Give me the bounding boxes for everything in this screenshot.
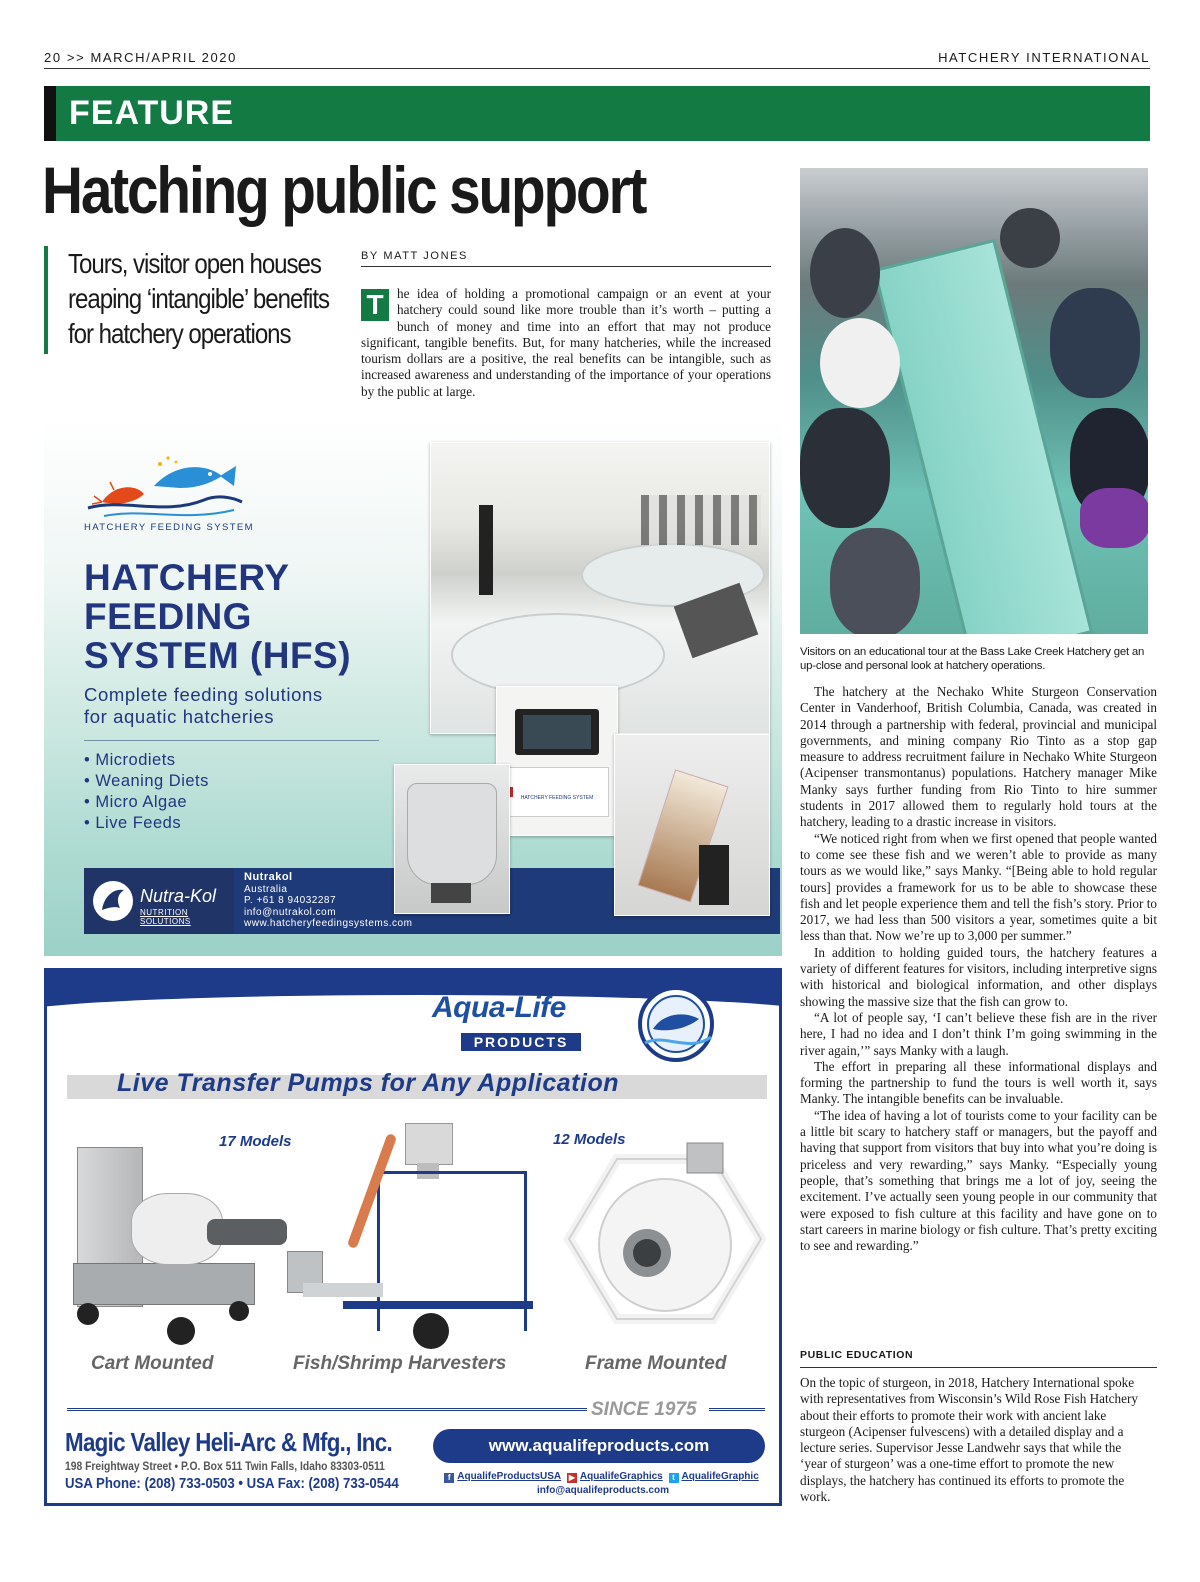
paragraph: On the topic of sturgeon, in 2018, Hatchery International spoke with representatives from Wisconsin’s Wild Rose Fish Hatchery about their efforts to promote their work with ancient lake sturgeon (Acipenser fulvescens) with a detailed display and a lecture series. Supervisor Jesse Landwehr says that while the ‘year of sturgeon’ was a one-time effort to promote the new displays, the hatchery has continued its efforts to promote the work. bbox=[800, 1375, 1138, 1505]
company-address: 198 Freightway Street • P.O. Box 511 Twin Falls, Idaho 83303-0511 bbox=[65, 1459, 385, 1473]
page-header bbox=[44, 50, 1150, 69]
article-body bbox=[800, 684, 1157, 1254]
since-label: SINCE 1975 bbox=[591, 1399, 697, 1420]
website-button[interactable]: www.aqualifeproducts.com bbox=[433, 1429, 765, 1463]
aqualife-headline: Live Transfer Pumps for Any Application bbox=[117, 1069, 619, 1097]
email-link[interactable]: info@nutrakol.com bbox=[244, 906, 337, 918]
hfs-headline: HATCHERY FEEDING SYSTEM (HFS) bbox=[84, 557, 352, 676]
logo-caption: HATCHERY FEEDING SYSTEM bbox=[84, 522, 254, 533]
caption-frame-mounted: Frame Mounted bbox=[585, 1353, 727, 1374]
page-folio: 20 >> MARCH/APRIL 2020 bbox=[44, 50, 237, 65]
fish-badge-icon bbox=[635, 983, 717, 1065]
caption-cart-mounted: Cart Mounted bbox=[91, 1353, 214, 1374]
feeder-hopper-photo bbox=[394, 764, 510, 914]
list-item: • Micro Algae bbox=[84, 792, 209, 813]
contact-details: Nutrakol Australia P. +61 8 94032287 info@nutrakol.com www.hatcheryfeedingsystems.com bbox=[244, 871, 413, 929]
bird-logo-icon bbox=[92, 878, 134, 924]
paragraph: The hatchery at the Nechako White Sturgeon Conservation Center in Vanderhoof, British Columbia, Canada, was created in 2014 through a partnership with federal, provincial and municipal governments, and mining company Rio Tinto as a stop gap measure to address recruitment failure in Nechako White Sturgeon (Acipenser transmontanus) populations. Hatchery manager Mike Manky says further funding from Rio Tinto to hire summer students in 2017 allowed them to regularly hold tours at the hatchery, leading to a drastic increase in visitors. bbox=[800, 684, 1157, 830]
paragraph: In addition to holding guided tours, the hatchery features a variety of different features for visitors, including interpretive signs with historical and biological information, and other displays showing the massive size that the fish can grow to. bbox=[800, 944, 1157, 1009]
aqualife-brand: Aqua-Life bbox=[432, 991, 566, 1024]
list-item: • Microdiets bbox=[84, 750, 209, 771]
youtube-link[interactable]: AqualifeGraphics bbox=[579, 1471, 663, 1482]
section-label: FEATURE bbox=[69, 94, 235, 132]
publication-name: HATCHERY INTERNATIONAL bbox=[938, 50, 1150, 65]
article-deck bbox=[44, 246, 348, 354]
social-links bbox=[443, 1471, 763, 1483]
drop-cap: T bbox=[361, 289, 389, 321]
feeder-tray-photo bbox=[614, 734, 770, 916]
paragraph: The effort in preparing all these informational displays and forming the partnership to fund the tours is well worth it, says Manky. The intangible benefits can be invaluable. bbox=[800, 1058, 1157, 1107]
company-name: Magic Valley Heli-Arc & Mfg., Inc. bbox=[65, 1427, 393, 1457]
website-link[interactable]: www.hatcheryfeedingsystems.com bbox=[244, 918, 413, 929]
facebook-link[interactable]: AqualifeProductsUSA bbox=[457, 1471, 562, 1482]
fish-shrimp-logo-icon bbox=[84, 442, 244, 522]
hfs-advertisement[interactable] bbox=[44, 416, 782, 956]
list-item: • Live Feeds bbox=[84, 813, 209, 834]
deck-text: Tours, visitor open houses reaping ‘intangible’ benefits for hatchery operations bbox=[68, 248, 330, 349]
hfs-feature-list bbox=[84, 750, 209, 834]
company-phone: USA Phone: (208) 733-0503 • USA Fax: (208) 733-0544 bbox=[65, 1475, 399, 1492]
paragraph: “The idea of having a lot of tourists come to your facility can be a little bit scary to hatchery staff or managers, but the payoff and having that support from visitors that buy into what you’re doing is priceless and very rewarding,” says Manky. “Especially young people, that’s something that brings me a lot of joy, seeing the excitement. I’ve actually seen young people in our community that were exposed to fish culture at this facility and have gone on to start careers in marine biology or fish culture. That’s pretty exciting to see and rewarding.” bbox=[800, 1107, 1157, 1254]
article-intro bbox=[361, 286, 771, 400]
nutrakol-logo: Nutra-Kol NUTRITION SOLUTIONS bbox=[84, 868, 234, 934]
models-right-label: 12 Models bbox=[553, 1131, 626, 1148]
paragraph: “A lot of people say, ‘I can’t believe these fish are in the river here, I had no idea and I don’t think I’m going swimming in the river again,’” says Manky with a laugh. bbox=[800, 1009, 1157, 1058]
byline: BY MATT JONES bbox=[361, 250, 771, 267]
youtube-icon: ▶ bbox=[568, 1473, 575, 1482]
article-title: Hatching public support bbox=[42, 153, 646, 227]
section-banner bbox=[44, 86, 1150, 141]
section-heading: PUBLIC EDUCATION bbox=[800, 1349, 1157, 1368]
twitter-link[interactable]: AqualifeGraphic bbox=[681, 1471, 759, 1482]
aqualife-advertisement[interactable] bbox=[44, 968, 782, 1506]
facebook-icon: f bbox=[444, 1473, 454, 1483]
list-item: • Weaning Diets bbox=[84, 771, 209, 792]
twitter-icon: t bbox=[669, 1473, 679, 1483]
paragraph: “We noticed right from when we first opened that people wanted to come see these fish and we weren’t able to provide as many tours as we would like,” says Manky. “[Being able to hold regular tours] provides a framework for us to be able to showcase these fish and let people experience them and tell the fish’s story. Prior to 2017, we had less than 500 visitors a year, sometimes quite a bit less than that. Now we’re up to 3,000 per summer.” bbox=[800, 830, 1157, 944]
hfs-subheadline: Complete feeding solutions for aquatic hatcheries bbox=[84, 684, 323, 727]
email-link[interactable]: info@aqualifeproducts.com bbox=[537, 1485, 669, 1496]
feeder-controller-photo: HATCHERY FEEDING SYSTEM bbox=[496, 686, 618, 836]
caption-harvesters: Fish/Shrimp Harvesters bbox=[293, 1353, 507, 1374]
products-label: PRODUCTS bbox=[461, 1033, 581, 1051]
intro-text: he idea of holding a promotional campaign or an event at your hatchery could sound like more trouble than it’s worth – putting a bunch of money and time into an effort that may not produce significant, tangible benefits. But, for many hatcheries, while the increased tourism dollars are a positive, the real benefits can be intangible, such as increased awareness and understanding of the importance of your operations by the public at large. bbox=[361, 286, 771, 399]
section-body bbox=[800, 1375, 1150, 1505]
models-left-label: 17 Models bbox=[219, 1133, 292, 1150]
tour-photo bbox=[800, 168, 1148, 634]
photo-caption: Visitors on an educational tour at the Bass Lake Creek Hatchery get an up-close and personal look at hatchery operations. bbox=[800, 646, 1145, 672]
